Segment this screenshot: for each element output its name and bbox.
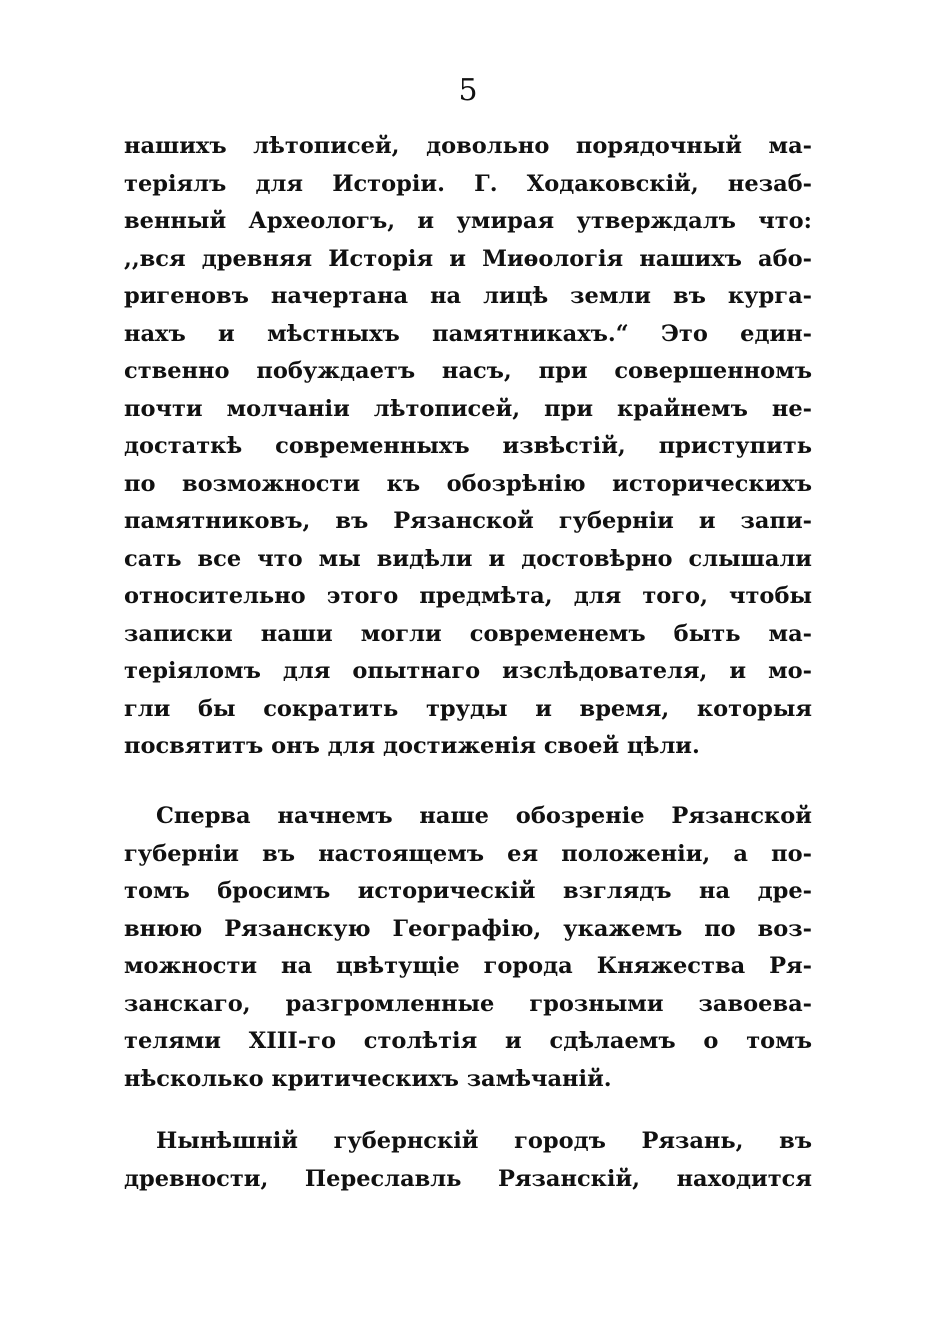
text-line: внюю Рязанскую Географію, укажемъ по воз-: [124, 915, 812, 942]
text-line: записки наши могли современемъ быть ма-: [124, 620, 812, 647]
text-line: посвятитъ онъ для достиженія своей цѣли.: [124, 733, 700, 759]
text-line: телями XIII-го столѣтія и сдѣлаемъ о томъ: [124, 1028, 812, 1054]
paragraph-2: [124, 798, 812, 1098]
text-line: древности, Переславль Рязанскій, находится: [124, 1165, 812, 1192]
text-line: нѣсколько критическихъ замѣчаній.: [124, 1065, 612, 1092]
text-line: памятниковъ, въ Рязанской губерніи и запи-: [124, 508, 812, 534]
text-line: сать все что мы видѣли и достовѣрно слышали: [124, 545, 812, 572]
text-line: венный Археологъ, и умирая утверждалъ что:: [124, 208, 812, 234]
text-line: губерніи въ настоящемъ ея положеніи, а по-: [124, 840, 812, 867]
text-line: можности на цвѣтущіе города Княжества Ря-: [124, 953, 812, 979]
text-line: относительно этого предмѣта, для того, чтобы: [124, 583, 812, 609]
text-line: нахъ и мѣстныхъ памятникахъ.“ Это един-: [124, 320, 812, 347]
text-line: достаткѣ современныхъ извѣстій, приступить: [124, 433, 812, 459]
text-line: ,,вся древняя Исторія и Миѳологія нашихъ або-: [124, 245, 812, 272]
text-line: теріялъ для Исторіи. Г. Ходаковскій, незаб-: [124, 170, 812, 197]
text-line: ригеновъ начертана на лицѣ земли въ курга-: [124, 283, 812, 309]
text-line: нашихъ лѣтописей, довольно порядочный ма-: [124, 133, 812, 159]
text-line: по возможности къ обозрѣнію историческихъ: [124, 470, 812, 497]
text-line: Нынѣшній губернскій городъ Рязань, въ: [156, 1128, 812, 1154]
text-line: теріяломъ для опытнаго изслѣдователя, и мо-: [124, 658, 812, 684]
page-number: 5: [458, 73, 478, 108]
text-line: гли бы сократить труды и время, которыя: [124, 695, 812, 722]
paragraph-3: [124, 1123, 812, 1198]
text-line: томъ бросимъ историческій взглядъ на дре-: [124, 878, 812, 904]
paragraph-1: [124, 128, 812, 766]
text-line: Сперва начнемъ наше обозреніе Рязанской: [156, 803, 812, 829]
text-line: занскаго, разгромленные грозными завоева-: [124, 990, 812, 1017]
text-line: ственно побуждаетъ насъ, при совершенномъ: [124, 358, 812, 384]
text-line: почти молчаніи лѣтописей, при крайнемъ не-: [124, 395, 812, 422]
